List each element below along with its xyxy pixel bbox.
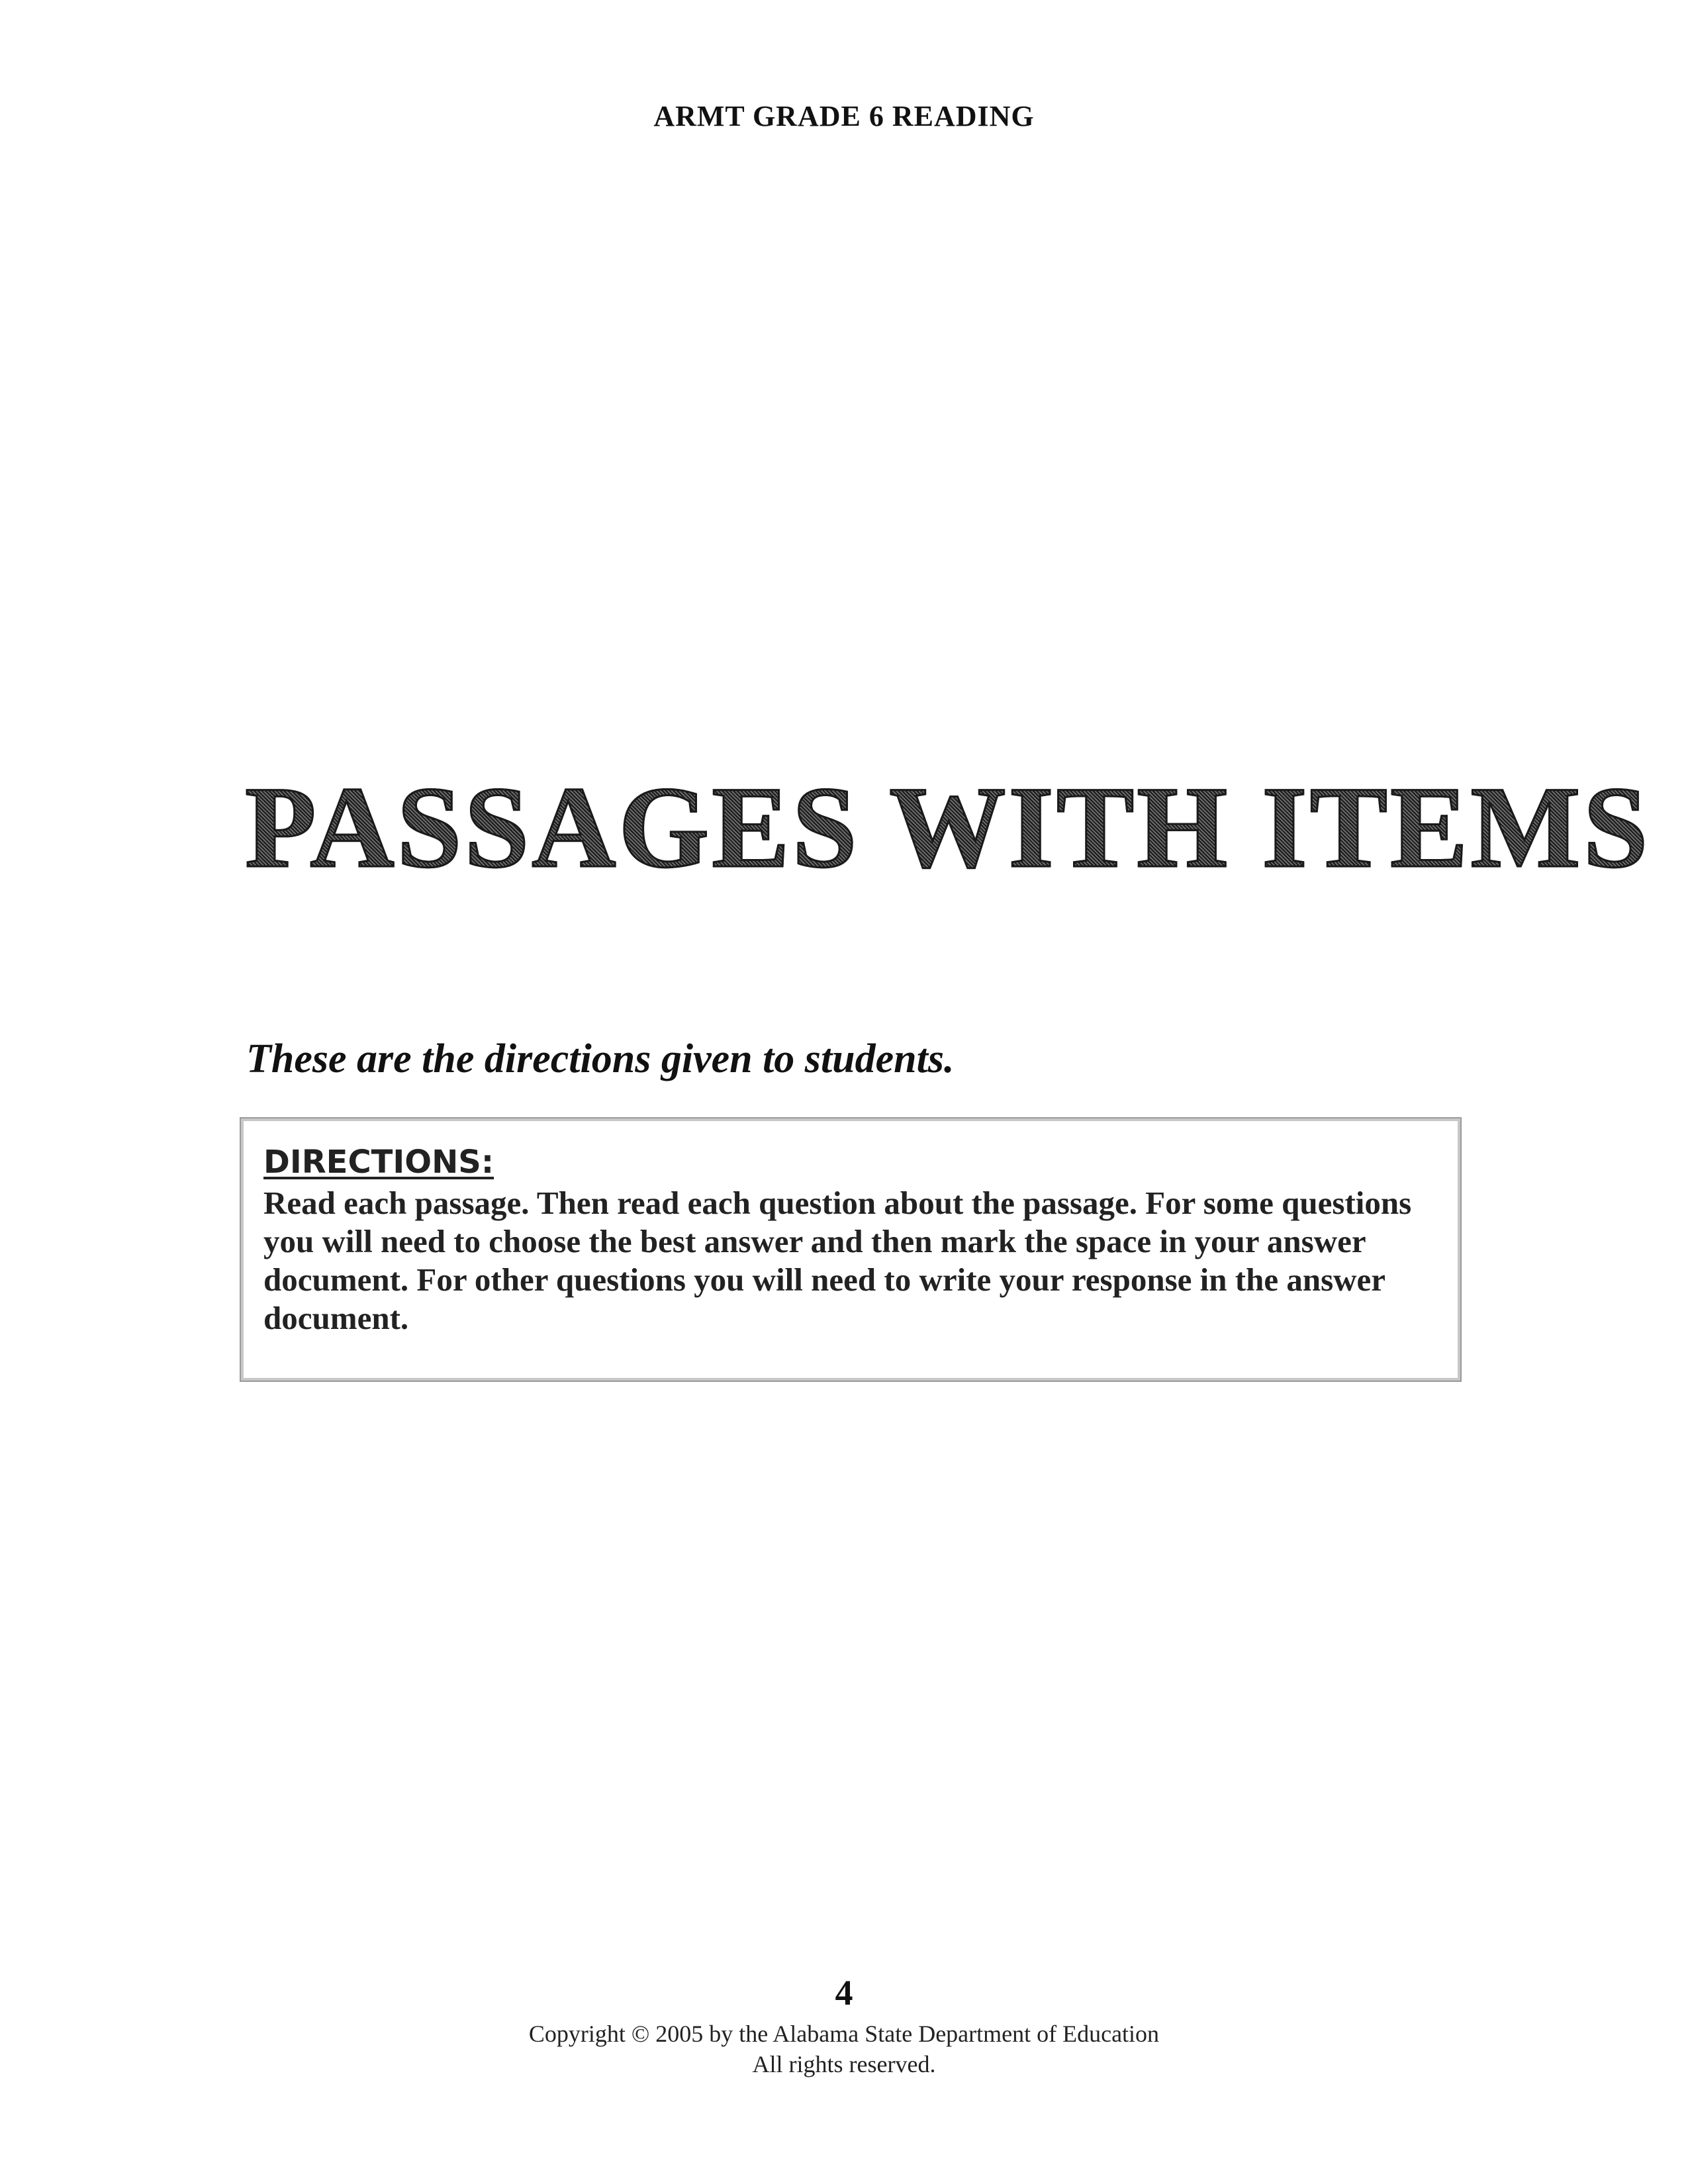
intro-text: These are the directions given to students. xyxy=(246,1036,955,1081)
page-header: ARMT GRADE 6 READING xyxy=(653,100,1035,132)
directions-heading: DIRECTIONS: xyxy=(263,1144,494,1181)
directions-box xyxy=(240,1117,1462,1382)
rights-line: All rights reserved. xyxy=(752,2051,936,2077)
copyright-notice xyxy=(0,2019,1688,2079)
directions-body: Read each passage. Then read each question about the passage. For some questions you will need to choose the best answer and then mark the space in your answer document. For other questions you will need to write your response in the answer document. xyxy=(263,1184,1412,1336)
page-title: PASSAGES WITH ITEMS xyxy=(245,761,1650,895)
copyright-line: Copyright © 2005 by the Alabama State Department of Education xyxy=(528,2021,1160,2047)
page-number: 4 xyxy=(835,1973,853,2013)
